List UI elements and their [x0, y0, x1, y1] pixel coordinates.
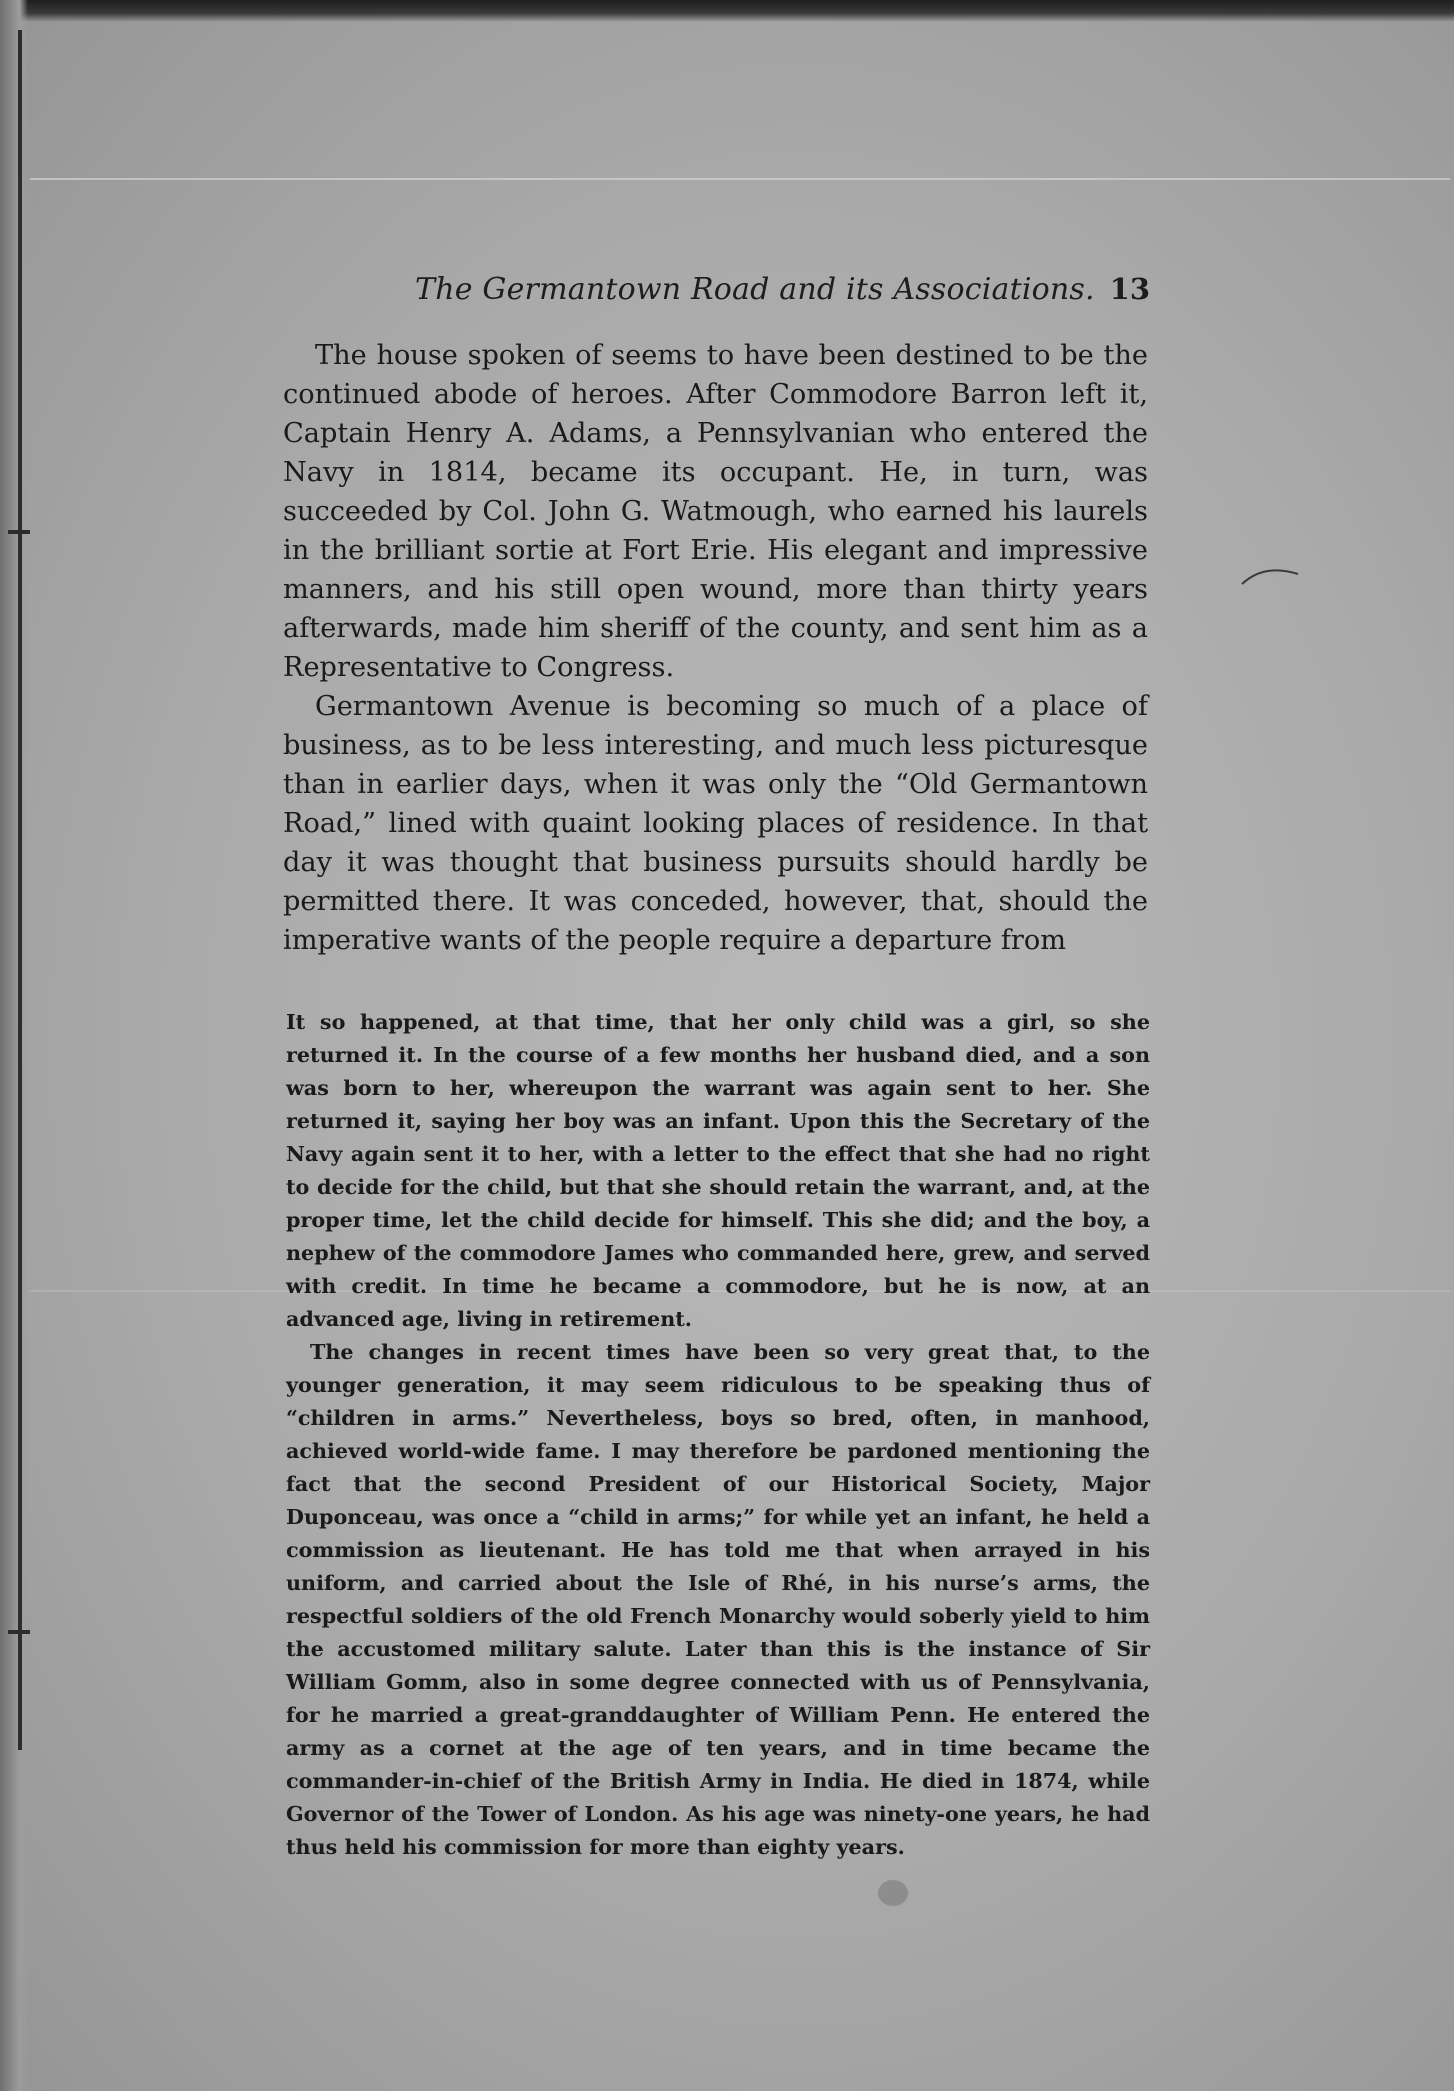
- page-binding: [0, 0, 28, 2091]
- running-head: [415, 272, 1150, 312]
- main-paragraph: Germantown Avenue is becoming so much of a place of business, as to be less interesting, and much less picturesque than in earlier days, when it was only the “Old Germantown Road,” lined with quaint looking places of residence. In that day it was thought that business pursuits should hardly be permitted there. It was conceded, however, that, should the imperative wants of the people require a departure from: [283, 691, 1148, 956]
- scan-artifact-line: [30, 178, 1450, 180]
- binding-mark-lower: [8, 1630, 30, 1634]
- footnote-block: [286, 1006, 1150, 1864]
- ink-smudge: [878, 1880, 908, 1906]
- main-text-block: [283, 336, 1148, 960]
- footnote-paragraph: The changes in recent times have been so very great that, to the younger generation, it may seem ridiculous to be speaking thus of “children in arms.” Nevertheless, boys so bred, often, in manhood, achieved world-wide fame. I may therefore be pardoned mentioning the fact that the second President of our Historical Society, Major Duponceau, was once a “child in arms;” for while yet an infant, he held a commission as lieutenant. He has told me that when arrayed in his uniform, and carried about the Isle of Rhé, in his nurse’s arms, the respectful soldiers of the old French Monarchy would soberly yield to him the accustomed military salute. Later than this is the instance of Sir William Gomm, also in some degree connected with us of Pennsylvania, for he married a great-granddaughter of William Penn. He entered the army as a cornet at the age of ten years, and in time became the commander-in-chief of the British Army in India. He died in 1874, while Governor of the Tower of London. As his age was ninety-one years, he had thus held his commission for more than eighty years.: [286, 1340, 1150, 1859]
- main-paragraph: The house spoken of seems to have been destined to be the continued abode of heroes. After Commodore Barron left it, Captain Henry A. Adams, a Pennsylvanian who entered the Navy in 1814, became its occupant. He, in turn, was succeeded by Col. John G. Watmough, who earned his laurels in the brilliant sortie at Fort Erie. His elegant and impressive manners, and his still open wound, more than thirty years afterwards, made him sheriff of the county, and sent him as a Representative to Congress.: [283, 340, 1148, 683]
- pen-stroke-mark: [1240, 560, 1300, 590]
- footnote-paragraph: It so happened, at that time, that her only child was a girl, so she returned it. In the course of a few months her husband died, and a son was born to her, whereupon the warrant was again sent to her. She returned it, saying her boy was an infant. Upon this the Secretary of the Navy again sent it to her, with a letter to the effect that she had no right to decide for the child, but that she should retain the warrant, and, at the proper time, let the child decide for himself. This she did; and the boy, a nephew of the commodore James who commanded here, grew, and served with credit. In time he became a commodore, but he is now, at an advanced age, living in retirement.: [286, 1010, 1150, 1331]
- running-head-title: The Germantown Road and its Associations.: [415, 272, 1095, 307]
- binding-mark-upper: [8, 530, 30, 534]
- page-number: 13: [1109, 272, 1150, 306]
- binding-line: [18, 30, 22, 1750]
- top-edge-shadow: [0, 0, 1454, 22]
